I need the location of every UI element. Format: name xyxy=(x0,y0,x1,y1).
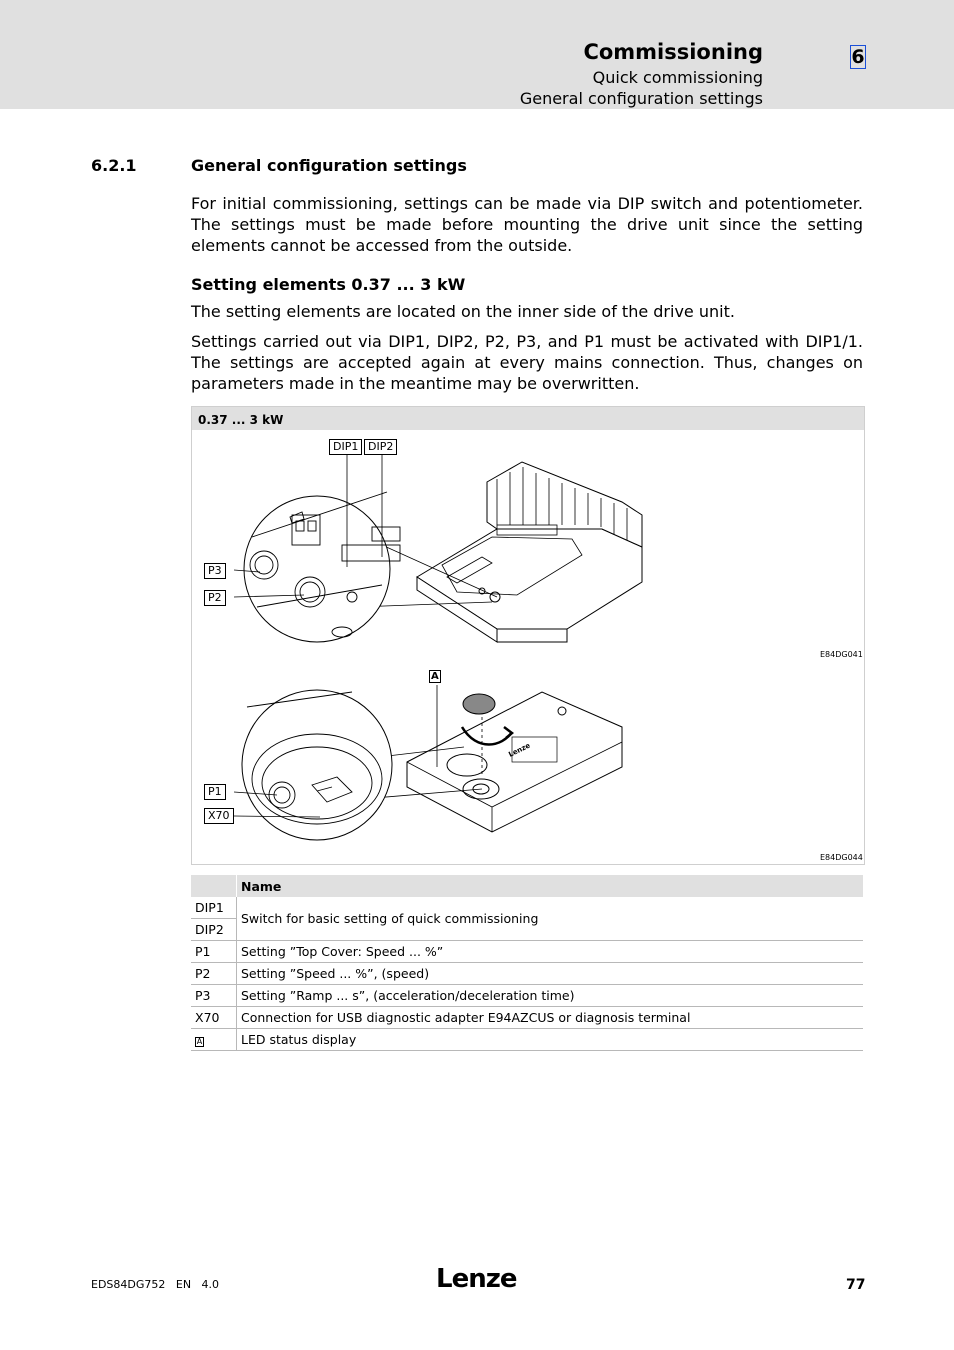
intro-paragraph: For initial commissioning, settings can be made via DIP switch and potentiometer. The settings must be made before mounting the drive unit since the setting elements cannot be accessed from the outside. xyxy=(191,194,863,255)
chapter-number-badge[interactable]: 6 xyxy=(851,46,865,68)
chapter-title: Commissioning xyxy=(583,40,763,64)
row-key: P2 xyxy=(191,963,237,985)
label-p3: P3 xyxy=(204,563,226,579)
section-title: General configuration settings xyxy=(191,156,467,175)
table-row xyxy=(191,941,863,963)
led-marker-a: A xyxy=(196,1037,203,1046)
label-a: A xyxy=(431,671,439,682)
row-key: P3 xyxy=(191,985,237,1007)
table-row xyxy=(191,963,863,985)
chapter-subtitle: Quick commissioning xyxy=(592,68,763,87)
table-header-blank xyxy=(191,875,237,897)
table-header-row xyxy=(191,875,863,897)
row-desc: Connection for USB diagnostic adapter E94AZCUS or diagnosis terminal xyxy=(237,1007,864,1029)
device-logo-mark: Lenze xyxy=(507,741,532,759)
footer-doc-id: EDS84DG752 EN 4.0 xyxy=(91,1278,220,1291)
section-number: 6.2.1 xyxy=(91,156,137,175)
row-desc: LED status display xyxy=(237,1029,864,1051)
label-p1: P1 xyxy=(204,784,226,800)
row-desc: Switch for basic setting of quick commissioning xyxy=(237,897,864,941)
page-number: 77 xyxy=(846,1277,866,1293)
row-key: P1 xyxy=(191,941,237,963)
table-row xyxy=(191,897,863,919)
device-figure xyxy=(191,406,865,865)
row-key: DIP1 xyxy=(191,897,237,919)
device-drawing xyxy=(192,407,864,864)
row-desc: Setting ”Speed ... %”, (speed) xyxy=(237,963,864,985)
legend-table xyxy=(191,875,863,1051)
table-row xyxy=(191,985,863,1007)
activation-paragraph: Settings carried out via DIP1, DIP2, P2, P3, and P1 must be activated with DIP1/1. The settings are accepted again at every mains connection. Thus, changes on parameters made in the meantime may be overwritten. xyxy=(191,332,863,393)
header-band xyxy=(0,0,954,109)
row-key: X70 xyxy=(191,1007,237,1029)
subheading: Setting elements 0.37 ... 3 kW xyxy=(191,275,466,294)
table-header-name: Name xyxy=(237,875,864,897)
location-paragraph: The setting elements are located on the inner side of the drive unit. xyxy=(191,302,735,321)
figure-caption: 0.37 ... 3 kW xyxy=(198,413,284,427)
row-desc: Setting ”Top Cover: Speed ... %” xyxy=(237,941,864,963)
chapter-subtitle-2: General configuration settings xyxy=(519,89,763,108)
footer-logo: Lenze xyxy=(436,1264,517,1294)
figure-code-bottom: E84DG044 xyxy=(820,853,863,862)
row-key: DIP2 xyxy=(191,919,237,941)
table-row xyxy=(191,1007,863,1029)
table-row xyxy=(191,1029,863,1051)
row-key xyxy=(191,1029,237,1051)
label-dip2: DIP2 xyxy=(364,439,397,455)
row-desc: Setting ”Ramp ... s”, (acceleration/deceleration time) xyxy=(237,985,864,1007)
label-x70: X70 xyxy=(204,808,234,824)
label-p2: P2 xyxy=(204,590,226,606)
label-dip1: DIP1 xyxy=(329,439,362,455)
figure-code-top: E84DG041 xyxy=(820,650,863,659)
